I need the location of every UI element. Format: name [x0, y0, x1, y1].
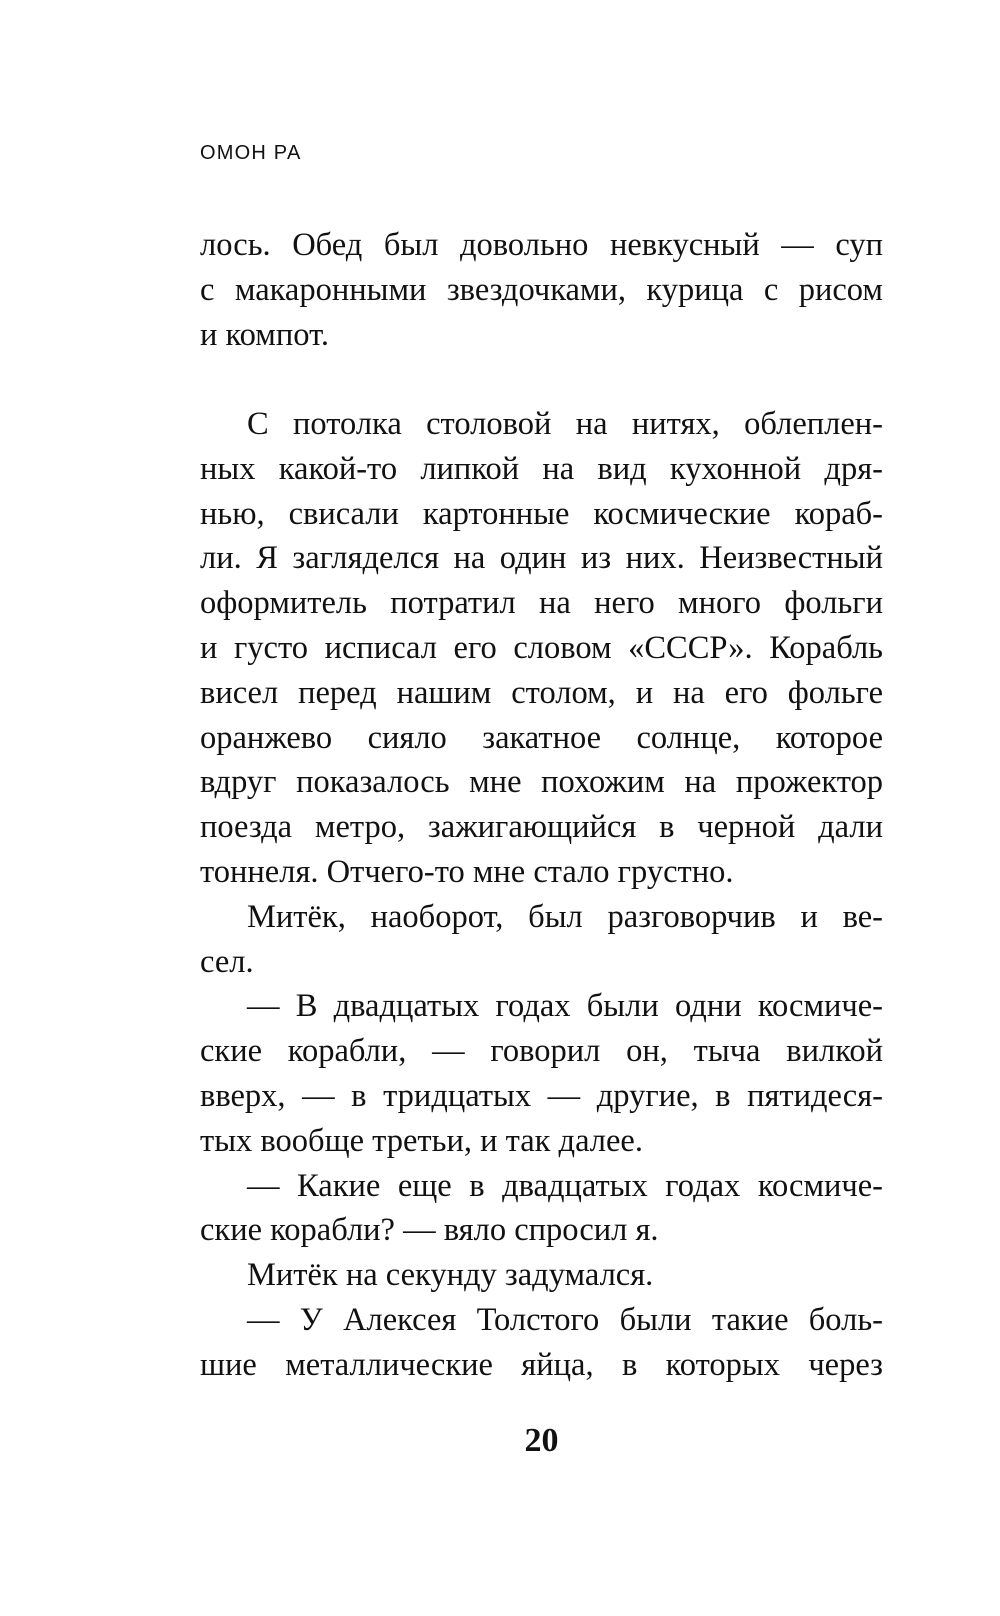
text-line: Митёк на секунду задумался. — [247, 1257, 654, 1294]
text-line: поезда метро, зажигающийся в черной дали — [200, 809, 883, 846]
text-line: и компот. — [200, 316, 329, 353]
text-line: вдруг показалось мне похожим на прожектор — [200, 764, 883, 801]
text-line: С потолка столовой на нитях, облеплен- — [247, 406, 883, 442]
text-line: ские корабли, — говорил он, тыча вилкой — [200, 1033, 883, 1070]
text-line: вверх, — в тридцатых — другие, в пятидеся- — [200, 1077, 883, 1114]
text-line: тых вообще третьи, и так далее. — [200, 1122, 643, 1159]
page-number: 20 — [524, 1422, 559, 1459]
text-line: ных какой-то липкой на вид кухонной дря- — [200, 450, 883, 487]
text-line: Митёк, наоборот, был разговорчив и ве- — [247, 898, 883, 935]
text-line: сел. — [200, 943, 254, 980]
text-line: с макаронными звездочками, курица с рисом — [200, 271, 883, 308]
main-text — [200, 402, 883, 1388]
text-line: висел перед нашим столом, и на его фольге — [200, 674, 883, 711]
running-head: ОМОН РА — [200, 142, 302, 164]
text-line: тоннеля. Отчего-то мне стало грустно. — [200, 853, 734, 890]
text-line: оформитель потратил на него много фольги — [200, 585, 883, 622]
text-line: — Какие еще в двадцатых годах космиче- — [247, 1167, 883, 1204]
text-line: и густо исписал его словом «СССР». Корабль — [200, 629, 883, 666]
text-line: ские корабли? — вяло спросил я. — [200, 1212, 659, 1249]
text-line: оранжево сияло закатное солнце, которое — [200, 719, 883, 756]
text-line: лось. Обед был довольно невкусный — суп — [200, 227, 883, 263]
text-line: — У Алексея Толстого были такие боль- — [247, 1301, 883, 1338]
paragraph-lunch — [200, 223, 883, 357]
text-line: — В двадцатых годах были одни космиче- — [247, 988, 883, 1025]
text-line: нью, свисали картонные космические кораб- — [200, 495, 883, 532]
text-line: ли. Я загляделся на один из них. Неизвестный — [200, 540, 883, 577]
text-line: шие металлические яйца, в которых через — [200, 1346, 883, 1383]
